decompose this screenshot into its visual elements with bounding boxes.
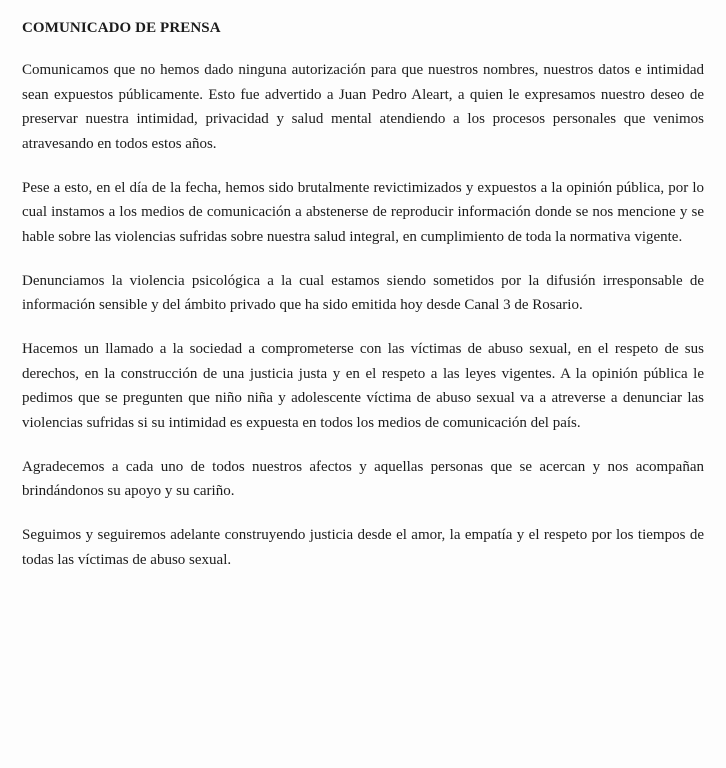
paragraph-1: Comunicamos que no hemos dado ninguna autorización para que nuestros nombres, nuestros datos e intimidad sean expuestos públicamente. Esto fue advertido a Juan Pedro Aleart, a quien le expresamos nuestro deseo de preservar nuestra intimidad, privacidad y salud mental atendiendo a los procesos personales que venimos atravesando en todos estos años. (22, 62, 704, 152)
document-title: COMUNICADO DE PRENSA (22, 20, 221, 36)
paragraph-4: Hacemos un llamado a la sociedad a comprometerse con las víctimas de abuso sexual, en el respeto de sus derechos, en la construcción de una justicia justa y en el respeto a las leyes vigentes. A la opinión pública le pedimos que se pregunten que niño niña y adolescente víctima de abuso sexual va a atreverse a denunciar las violencias sufridas si su intimidad es expuesta en todos los medios de comunicación del país. (22, 341, 704, 431)
paragraph-3: Denunciamos la violencia psicológica a la cual estamos siendo sometidos por la difusión irresponsable de información sensible y del ámbito privado que ha sido emitida hoy desde Canal 3 de Rosario. (22, 272, 704, 313)
paragraph-5: Agradecemos a cada uno de todos nuestros afectos y aquellas personas que se acercan y nos acompañan brindándonos su apoyo y su cariño. (22, 458, 704, 499)
paragraph-2: Pese a esto, en el día de la fecha, hemos sido brutalmente revictimizados y expuestos a la opinión pública, por lo cual instamos a los medios de comunicación a abstenerse de reproducir información donde se nos mencione y se hable sobre las violencias sufridas sobre nuestra salud integral, en cumplimiento de toda la normativa vigente. (22, 179, 704, 245)
paragraph-6: Seguimos y seguiremos adelante construyendo justicia desde el amor, la empatía y el respeto por los tiempos de todas las víctimas de abuso sexual. (22, 527, 704, 568)
